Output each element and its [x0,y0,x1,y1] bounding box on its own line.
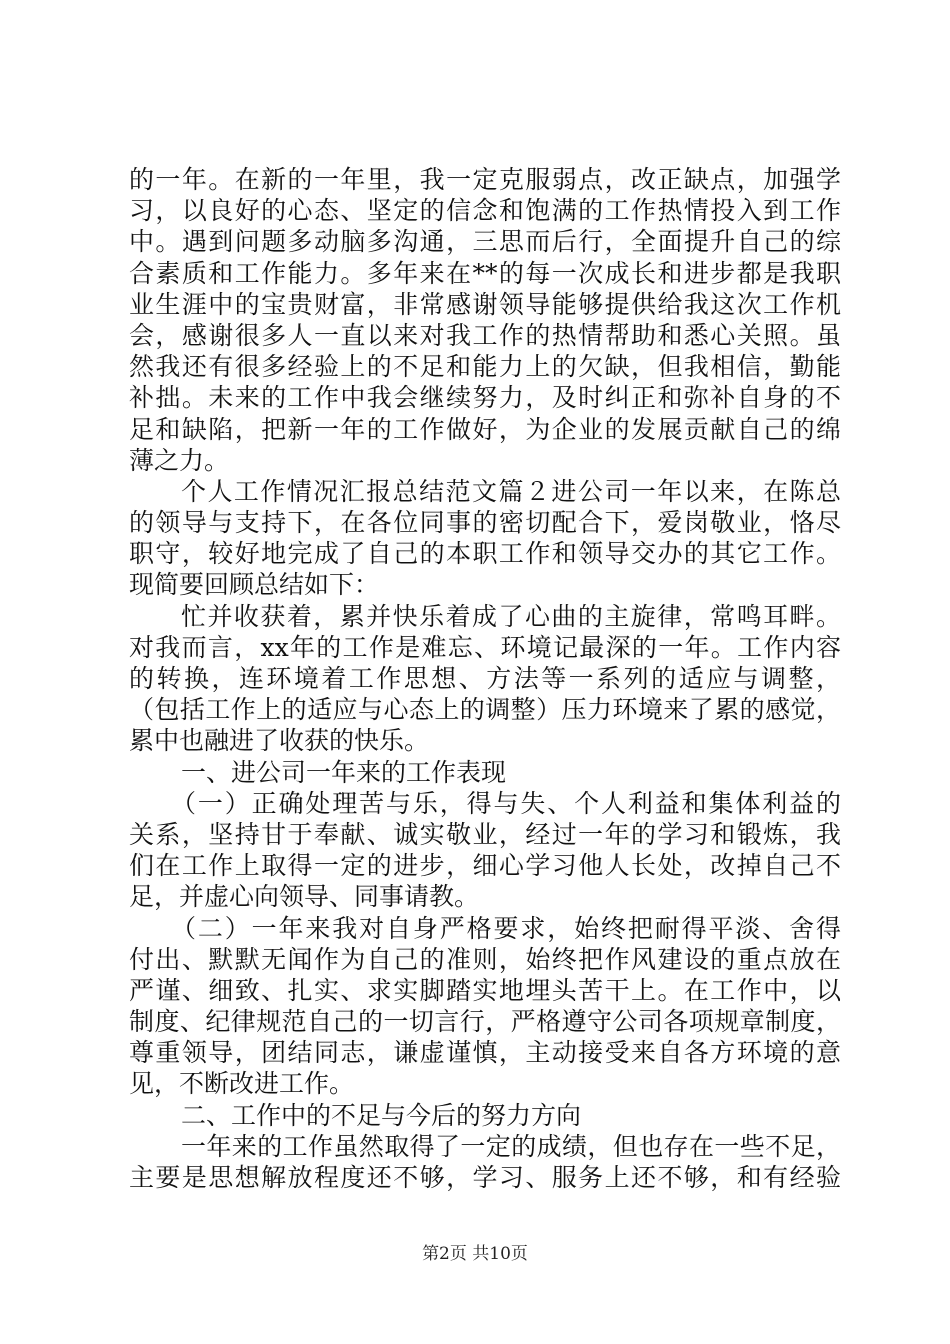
text-line: 严谨、细致、扎实、求实脚踏实地埋头苦干上。在工作中，以 [129,975,841,1005]
text-line: 尊重领导，团结同志，谦虚谨慎，主动接受来自各方环境的意 [129,1038,841,1068]
paragraph-start-line: （二）一年来我对自身严格要求，始终把耐得平淡、舍得 [171,913,841,943]
text-line: 的转换，连环境着工作思想、方法等一系列的适应与调整， [129,664,841,693]
text-line: 们在工作上取得一定的进步，细心学习他人长处，改掉自己不 [129,851,841,881]
text-line: 关系，坚持甘于奉献、诚实敬业，经过一年的学习和锻炼，我 [129,819,841,849]
document-body [129,164,841,1193]
text-line: 的一年。在新的一年里，我一定克服弱点，改正缺点，加强学 [129,165,841,194]
paragraph-start-line: （一）正确处理苦与乐，得与失、个人利益和集体利益的 [171,788,841,818]
text-line: 中。遇到问题多动脑多沟通，三思而后行，全面提升自己的综 [129,227,841,257]
text-line: 会，感谢很多人一直以来对我工作的热情帮助和悉心关照。虽 [129,320,841,350]
text-line: 主要是思想解放程度还不够，学习、服务上还不够，和有经验 [129,1163,841,1192]
text-line: 累中也融进了收获的快乐。 [129,726,430,756]
text-line: （包括工作上的适应与心态上的调整）压力环境来了累的感觉， [129,695,841,725]
text-line: 制度、纪律规范自己的一切言行，严格遵守公司各项规章制度， [129,1007,841,1037]
paragraph-start-line: 一年来的工作虽然取得了一定的成绩，但也存在一些不足， [181,1131,841,1161]
text-line: 足和缺陷，把新一年的工作做好，为企业的发展贡献自己的绵 [129,414,841,444]
text-line: 付出、默默无闻作为自己的准则，始终把作风建设的重点放在 [129,944,841,974]
text-line: 的领导与支持下，在各位同事的密切配合下，爱岗敬业，恪尽 [129,508,841,538]
text-line: 薄之力。 [129,445,230,475]
section-heading: 二、工作中的不足与今后的努力方向 [181,1100,582,1130]
text-line: 足，并虚心向领导、同事请教。 [129,882,480,912]
paragraph-start-line: 忙并收获着，累并快乐着成了心曲的主旋律，常鸣耳畔。 [181,601,841,631]
text-line: 然我还有很多经验上的不足和能力上的欠缺，但我相信，勤能 [129,352,841,382]
paragraph-start-line: 个人工作情况汇报总结范文篇２进公司一年以来，在陈总 [181,476,841,506]
text-line: 业生涯中的宝贵财富，非常感谢领导能够提供给我这次工作机 [129,289,841,319]
text-line: 对我而言，xx年的工作是难忘、环境记最深的一年。工作内容 [129,632,841,662]
text-line: 补拙。未来的工作中我会继续努力，及时纠正和弥补自身的不 [129,383,841,413]
section-heading: 一、进公司一年来的工作表现 [181,757,507,787]
page-number-footer: 第2页 共10页 [422,1244,528,1264]
text-line: 合素质和工作能力。多年来在**的每一次成长和进步都是我职 [129,258,841,288]
text-line: 职守，较好地完成了自己的本职工作和领导交办的其它工作。 [129,539,841,569]
text-line: 现简要回顾总结如下： [129,570,380,600]
text-line: 习，以良好的心态、坚定的信念和饱满的工作热情投入到工作 [129,196,841,226]
text-line: 见，不断改进工作。 [129,1069,355,1099]
